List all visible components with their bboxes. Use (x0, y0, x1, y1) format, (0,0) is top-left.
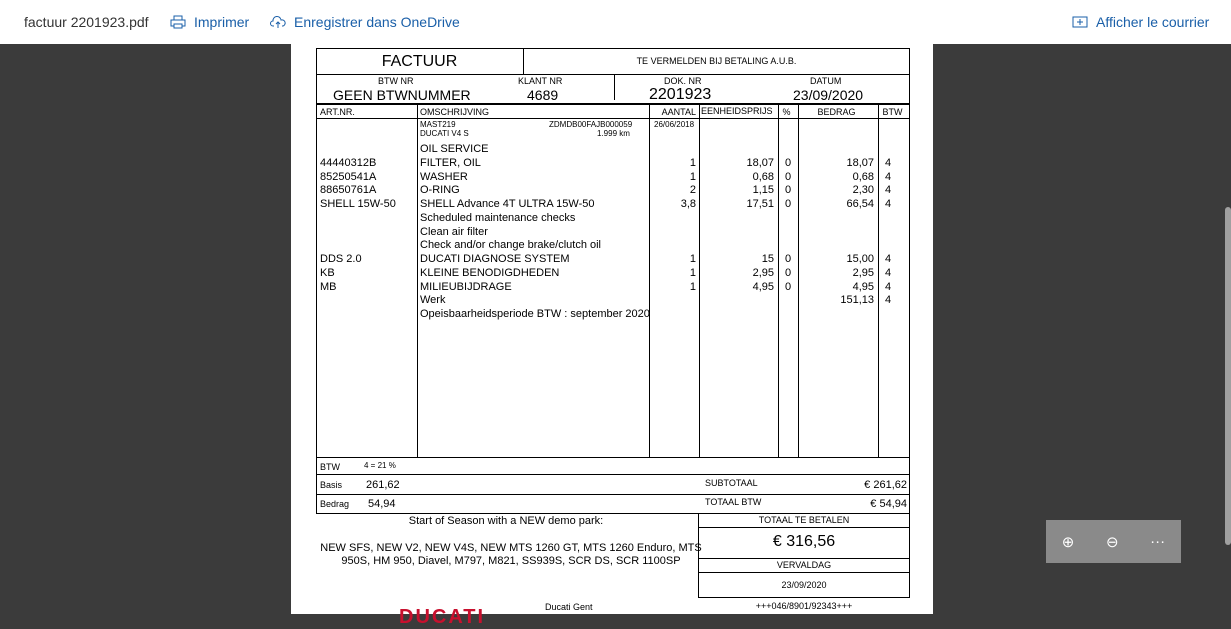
subtotaal-label: SUBTOTAAL (705, 478, 758, 488)
ducati-logo: DUCATI (399, 606, 486, 628)
cell-desc: DUCATI DIAGNOSE SYSTEM (420, 253, 570, 265)
cell-price: 15 (761, 253, 774, 265)
cell-price: 18,07 (746, 156, 774, 169)
column-header-btw: BTW (882, 107, 903, 117)
cell-price: 1,15 (752, 184, 774, 197)
totaal-label: TOTAAL TE BETALEN (758, 515, 850, 525)
cell-desc: WASHER (420, 170, 468, 183)
cell-desc: OIL SERVICE (420, 143, 489, 155)
cell-desc: Opeisbaarheidsperiode BTW : september 2020 (420, 308, 650, 320)
klant-nr: 4689 (527, 87, 559, 103)
cell-pct: 0 (784, 184, 792, 197)
cell-qty: 1 (689, 253, 696, 265)
bedrag-value: 54,94 (368, 498, 396, 510)
print-label: Imprimer (194, 14, 250, 30)
cell-pct: 0 (784, 170, 792, 183)
cell-qty: 2 (689, 184, 696, 197)
vehicle-model-code: MAST219 (420, 120, 456, 129)
cell-amount: 66,54 (846, 198, 874, 210)
cell-amount: 2,95 (852, 266, 874, 279)
mail-view-icon (1072, 15, 1088, 29)
dealer-name: Ducati Gent (545, 602, 593, 612)
cell-price: 4,95 (752, 280, 774, 293)
cell-btw: 4 (884, 156, 892, 169)
btw-label: BTW (320, 462, 340, 472)
cell-btw: 4 (884, 198, 892, 210)
cell-desc: MILIEUBIJDRAGE (420, 280, 512, 293)
scrollbar[interactable] (1225, 207, 1231, 545)
totaal-btw-value: € 54,94 (870, 498, 907, 510)
basis-value: 261,62 (366, 479, 400, 491)
promo-title: Start of Season with a NEW demo park: (408, 515, 604, 527)
column-header-eenheidsprijs: EENHEIDSPRIJS (701, 106, 773, 116)
payment-reference: +++046/8901/92343+++ (755, 601, 853, 611)
column-header-omschrijving: OMSCHRIJVING (420, 107, 490, 117)
cell-btw: 4 (884, 170, 892, 183)
save-onedrive-label: Enregistrer dans OneDrive (294, 14, 460, 30)
cell-desc: Check and/or change brake/clutch oil (420, 239, 601, 252)
zoom-in-icon[interactable]: ⊕ (1061, 533, 1075, 551)
cell-amount: 0,68 (852, 170, 874, 183)
show-mail-label: Afficher le courrier (1096, 14, 1210, 30)
cell-art: 44440312B (320, 156, 377, 169)
cell-desc: Werk (420, 294, 446, 307)
btw-nr: GEEN BTWNUMMER (333, 87, 471, 103)
print-button[interactable] (170, 14, 249, 30)
cell-desc: Clean air filter (420, 225, 488, 238)
datum-label: DATUM (810, 76, 842, 86)
cell-price: 17,51 (746, 198, 774, 210)
cell-art: 88650761A (320, 184, 377, 197)
cell-desc: KLEINE BENODIGDHEDEN (420, 266, 560, 279)
basis-label: Basis (320, 480, 343, 490)
cell-desc: O-RING (420, 184, 460, 197)
cell-qty: 1 (689, 266, 696, 279)
cell-qty: 1 (689, 170, 696, 183)
column-header-aantal: AANTAL (661, 107, 696, 117)
cell-art: KB (320, 266, 335, 279)
totaal-btw-label: TOTAAL BTW (705, 497, 762, 507)
cell-pct: 0 (784, 253, 792, 265)
cell-amount: 4,95 (852, 280, 874, 293)
cell-amount: 2,30 (852, 184, 874, 197)
cell-art: MB (320, 280, 337, 293)
btw-nr-label: BTW NR (378, 76, 414, 86)
klant-nr-label: KLANT NR (518, 76, 563, 86)
dok-nr: 2201923 (649, 86, 712, 103)
cell-btw: 4 (884, 184, 892, 197)
toolbar (0, 0, 1231, 44)
column-header-bedrag: BEDRAG (817, 107, 856, 117)
zoom-out-icon[interactable]: ⊖ (1105, 533, 1119, 551)
column-header-art-nr: ART.NR. (320, 107, 355, 117)
cell-qty: 3,8 (680, 198, 696, 210)
vervaldag-value: 23/09/2020 (781, 580, 827, 590)
cell-art: 85250541A (320, 170, 377, 183)
printer-icon (170, 15, 186, 29)
cell-btw: 4 (884, 280, 892, 293)
payment-note: TE VERMELDEN BIJ BETALING A.U.B. (636, 56, 797, 66)
vehicle-date: 26/06/2018 (654, 120, 695, 129)
vervaldag-label: VERVALDAG (776, 560, 832, 570)
vehicle-name: DUCATI V4 S (420, 129, 469, 138)
cell-btw: 4 (884, 253, 892, 265)
cell-art: DDS 2.0 (320, 253, 362, 265)
cell-qty: 1 (689, 156, 696, 169)
cloud-upload-icon (270, 15, 286, 29)
zoom-controls (1046, 520, 1181, 563)
datum: 23/09/2020 (793, 87, 864, 103)
cell-desc: FILTER, OIL (420, 156, 481, 169)
totaal-value: € 316,56 (772, 533, 836, 550)
cell-pct: 0 (784, 266, 792, 279)
btw-rate: 4 = 21 % (364, 461, 396, 470)
promo-line-1: NEW SFS, NEW V2, NEW V4S, NEW MTS 1260 GT, MTS 1260 Enduro, MTS (320, 542, 702, 554)
cell-pct: 0 (784, 156, 792, 169)
promo-line-2: 950S, HM 950, Diavel, M797, M821, SS939S, SCR DS, SCR 1100SP (341, 555, 681, 567)
cell-pct: 0 (784, 198, 792, 210)
subtotaal-value: € 261,62 (864, 479, 907, 491)
dok-nr-label: DOK. NR (664, 76, 702, 86)
pdf-page (291, 44, 933, 628)
cell-art: SHELL 15W-50 (320, 198, 396, 210)
save-onedrive-button[interactable] (270, 14, 460, 30)
cell-price: 0,68 (752, 170, 774, 183)
invoice-title: FACTUUR (381, 53, 458, 70)
cell-desc: Scheduled maintenance checks (420, 211, 576, 224)
column-header-percent: % (782, 107, 791, 117)
file-name: factuur 2201923.pdf (24, 14, 149, 30)
more-options-icon[interactable]: ··· (1150, 533, 1166, 550)
cell-amount: 18,07 (846, 156, 874, 169)
cell-btw: 4 (884, 266, 892, 279)
bedrag-label: Bedrag (320, 499, 350, 509)
cell-btw: 4 (884, 294, 892, 307)
cell-amount: 15,00 (846, 253, 874, 265)
show-mail-button[interactable] (1072, 14, 1209, 30)
vehicle-vin: ZDMDB00FAJB000059 (549, 120, 633, 129)
cell-price: 2,95 (752, 266, 774, 279)
vehicle-km: 1.999 km (597, 129, 630, 138)
cell-pct: 0 (784, 280, 792, 293)
cell-amount: 151,13 (840, 294, 874, 307)
cell-desc: SHELL Advance 4T ULTRA 15W-50 (420, 198, 595, 210)
cell-qty: 1 (689, 280, 696, 293)
